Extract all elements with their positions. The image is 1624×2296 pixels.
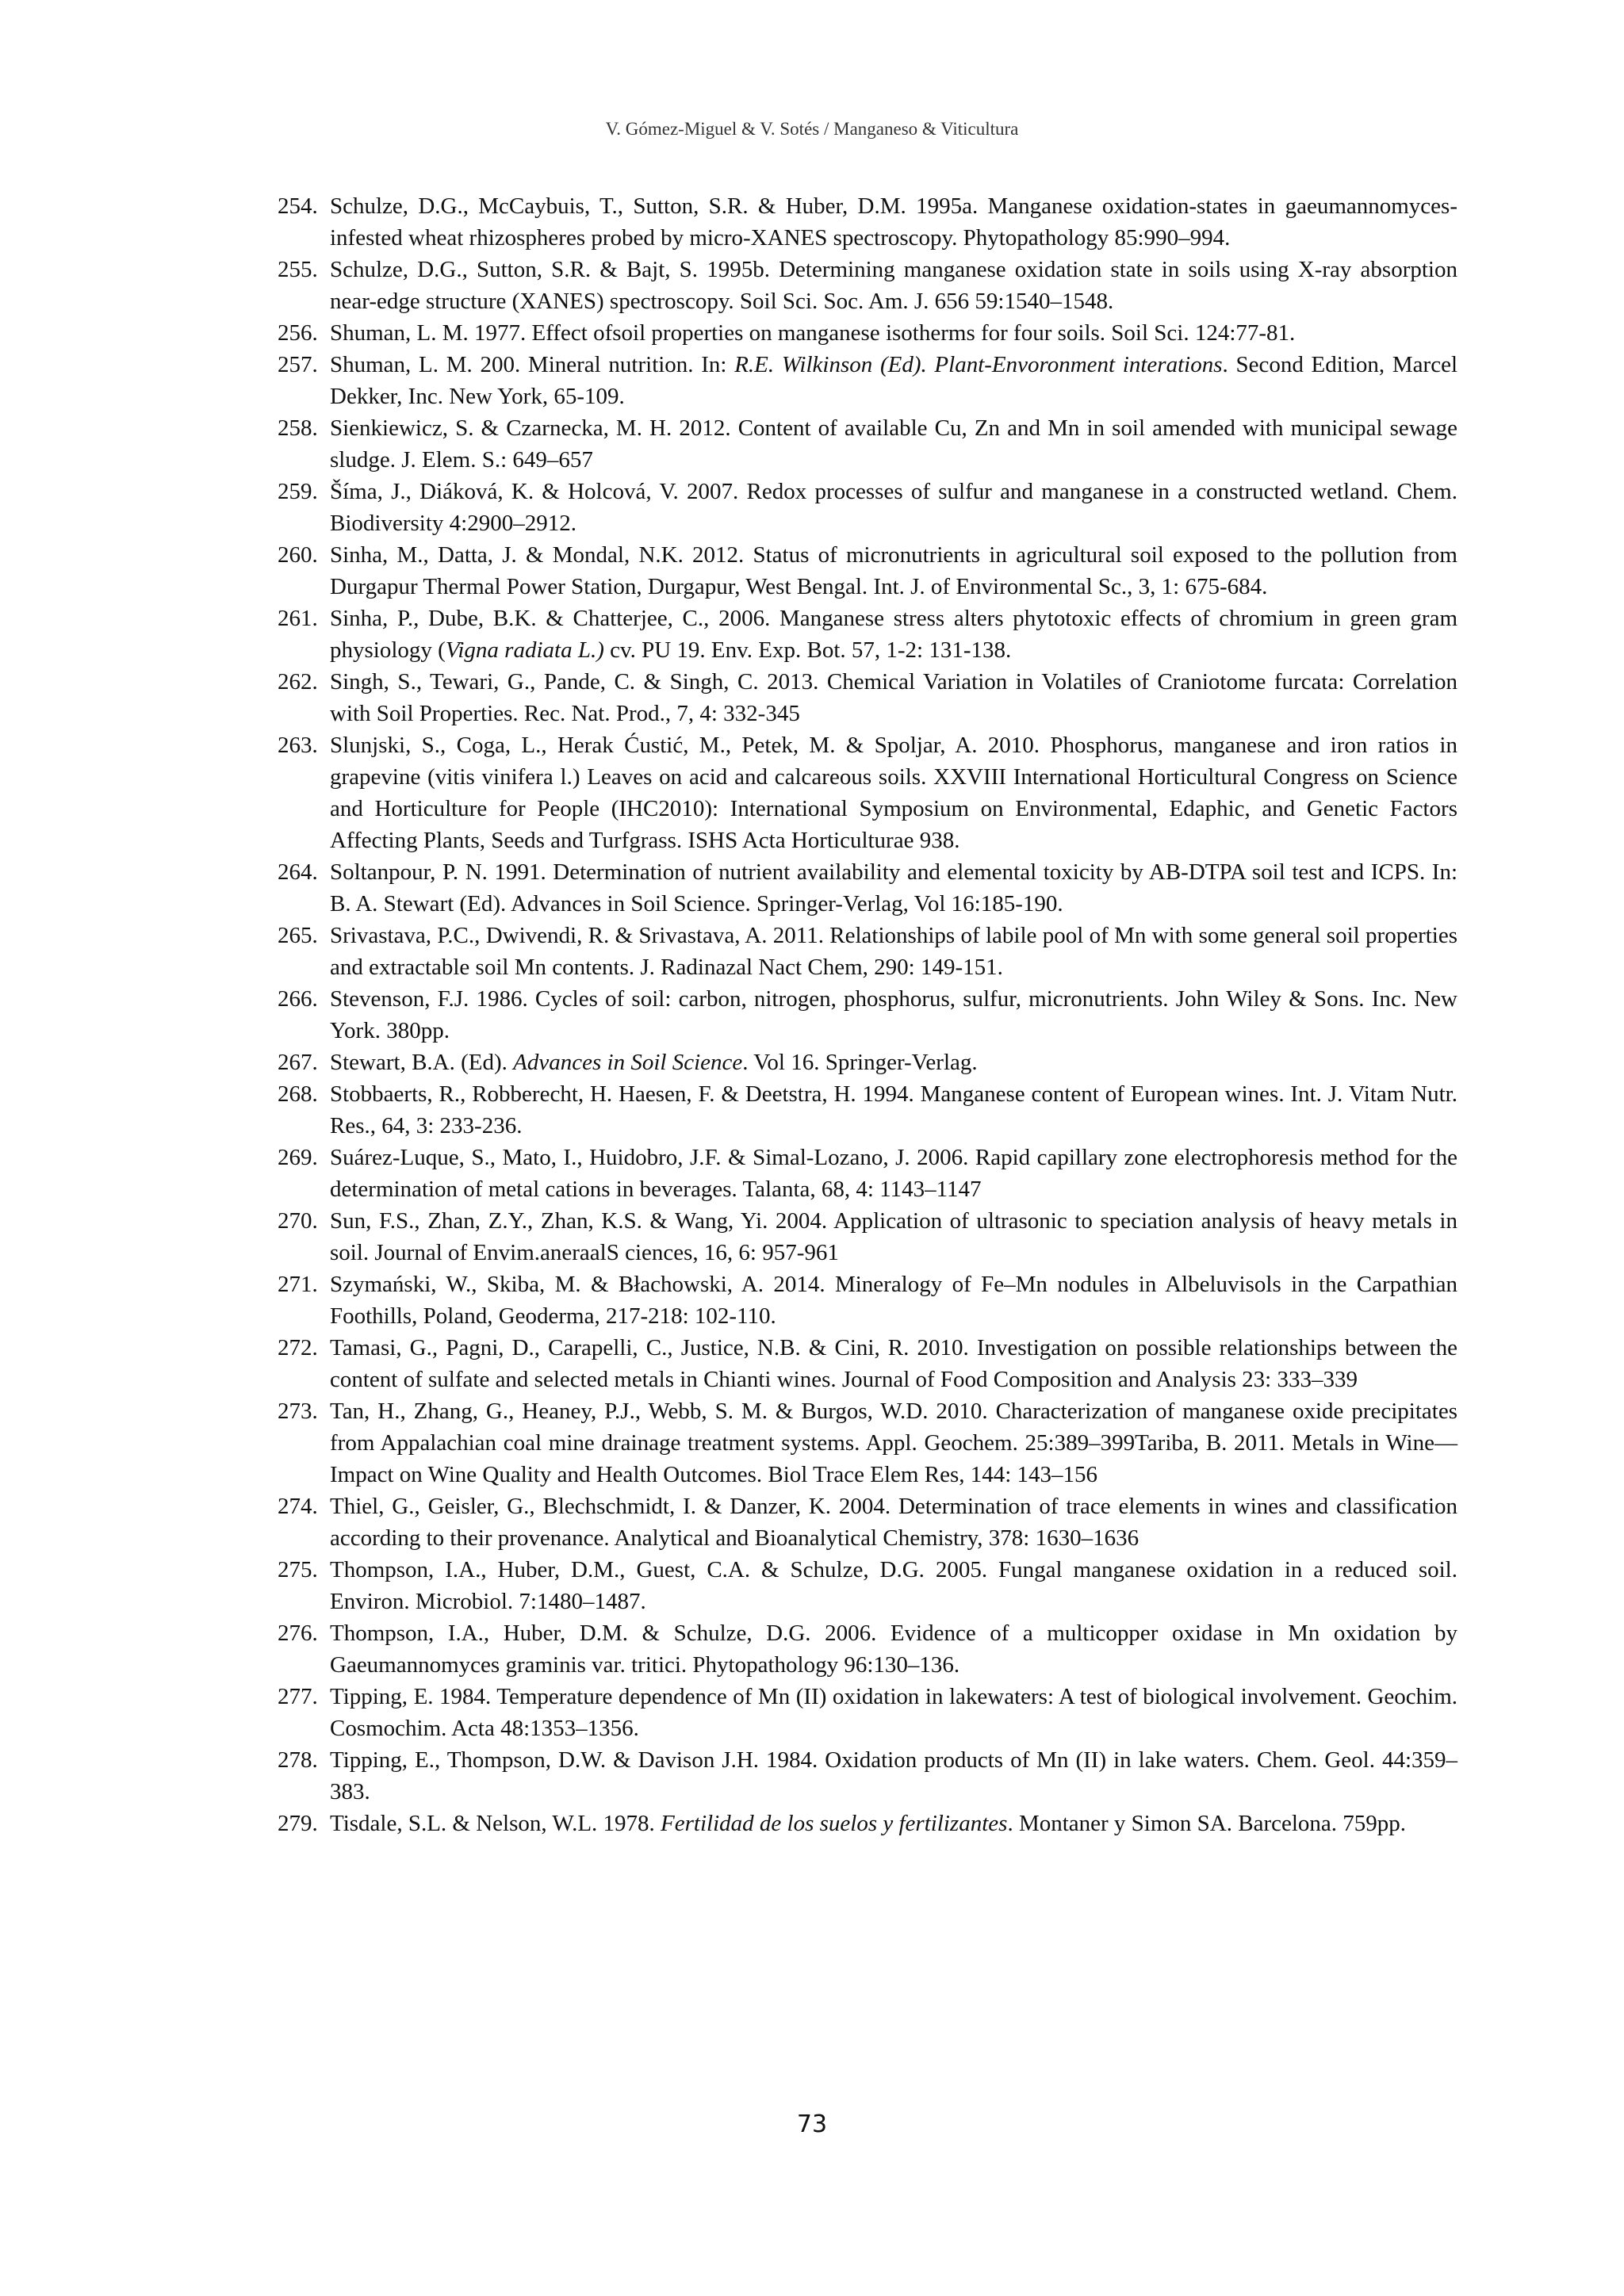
reference-item — [278, 349, 1457, 412]
reference-text — [330, 190, 1457, 254]
reference-number: 261. — [278, 606, 318, 631]
reference-item — [278, 1744, 1457, 1808]
reference-item — [278, 1617, 1457, 1681]
reference-text-segment: Thompson, I.A., Huber, D.M. & Schulze, D.G. 2006. Evidence of a multicopper oxidase in Mn oxidation by Gaeumannomyces graminis var. tritici. Phytopathology 96:130–136. — [330, 1621, 1457, 1678]
reference-text — [330, 1142, 1457, 1205]
reference-item — [278, 856, 1457, 920]
reference-text — [330, 666, 1457, 729]
reference-text-segment: . Montaner y Simon SA. Barcelona. 759pp. — [1007, 1811, 1407, 1836]
reference-text — [330, 1490, 1457, 1554]
reference-text-segment: cv. PU 19. Env. Exp. Bot. 57, 1-2: 131-138. — [603, 637, 1012, 663]
reference-text-segment: . Vol 16. Springer-Verlag. — [742, 1050, 978, 1075]
reference-text-segment: Schulze, D.G., McCaybuis, T., Sutton, S.R. & Huber, D.M. 1995a. Manganese oxidation-states in gaeumannomyces-infested wheat rhizospheres probed by micro-XANES spectroscopy. Phytopathology 85:990–994. — [330, 193, 1457, 251]
reference-text — [330, 1554, 1457, 1617]
reference-text-segment: Sinha, P., Dube, B.K. & Chatterjee, C., 2006. Manganese stress alters phytotoxic effects of chromium in green gram physiology ( — [330, 606, 1457, 663]
reference-number: 269. — [278, 1145, 318, 1170]
reference-item — [278, 666, 1457, 729]
reference-item — [278, 1078, 1457, 1142]
reference-item — [278, 1554, 1457, 1617]
reference-text-segment: Tamasi, G., Pagni, D., Carapelli, C., Justice, N.B. & Cini, R. 2010. Investigation on possible relationships between the content of sulfate and selected metals in Chianti wines. Journal of Food Composition and Analysis 23: 333–339 — [330, 1335, 1457, 1392]
reference-number: 275. — [278, 1557, 318, 1582]
reference-item — [278, 1205, 1457, 1269]
reference-item — [278, 1332, 1457, 1395]
reference-text-segment: Tipping, E. 1984. Temperature dependence of Mn (II) oxidation in lakewaters: A test of biological involvement. Geochim. Cosmochim. Acta 48:1353–1356. — [330, 1684, 1457, 1741]
reference-number: 273. — [278, 1399, 318, 1424]
reference-number: 264. — [278, 859, 318, 885]
reference-text-segment: Stevenson, F.J. 1986. Cycles of soil: carbon, nitrogen, phosphorus, sulfur, micronutrients. John Wiley & Sons. Inc. New York. 380pp. — [330, 986, 1457, 1043]
reference-text-segment: Szymański, W., Skiba, M. & Błachowski, A. 2014. Mineralogy of Fe–Mn nodules in Albeluvisols in the Carpathian Foothills, Poland, Geoderma, 217-218: 102-110. — [330, 1272, 1457, 1329]
reference-text-segment: Tisdale, S.L. & Nelson, W.L. 1978. — [330, 1811, 661, 1836]
reference-text-segment: Thiel, G., Geisler, G., Blechschmidt, I. & Danzer, K. 2004. Determination of trace elements in wines and classification according to their provenance. Analytical and Bioanalytical Chemistry, 378: 1630–1636 — [330, 1494, 1457, 1551]
reference-text-segment: Shuman, L. M. 200. Mineral nutrition. In: — [330, 352, 735, 377]
reference-text-segment: Suárez-Luque, S., Mato, I., Huidobro, J.F. & Simal-Lozano, J. 2006. Rapid capillary zone electrophoresis method for the determination of metal cations in beverages. Talanta, 68, 4: 1143–1147 — [330, 1145, 1457, 1202]
reference-item — [278, 1490, 1457, 1554]
reference-text-segment: Slunjski, S., Coga, L., Herak Ćustić, M., Petek, M. & Spoljar, A. 2010. Phosphorus, manganese and iron ratios in grapevine (vitis vinifera l.) Leaves on acid and calcareous soils. XXVIII International Horticultural Congress on Science and Horticulture for People (IHC2010): International Symposium on Environmental, Edaphic, and Genetic Factors Affecting Plants, Seeds and Turfgrass. ISHS Acta Horticulturae 938. — [330, 733, 1457, 853]
reference-number: 268. — [278, 1081, 318, 1107]
reference-number: 254. — [278, 193, 318, 219]
reference-text-segment: Srivastava, P.C., Dwivendi, R. & Srivastava, A. 2011. Relationships of labile pool of Mn with some general soil properties and extractable soil Mn contents. J. Radinazal Nact Chem, 290: 149-151. — [330, 923, 1457, 980]
reference-item — [278, 254, 1457, 317]
reference-text-segment: Soltanpour, P. N. 1991. Determination of nutrient availability and elemental toxicity by AB-DTPA soil test and ICPS. In: B. A. Stewart (Ed). Advances in Soil Science. Springer-Verlag, Vol 16:185-190. — [330, 859, 1457, 916]
reference-number: 258. — [278, 415, 318, 441]
reference-number: 271. — [278, 1272, 318, 1297]
reference-list — [278, 190, 1457, 1839]
reference-item — [278, 539, 1457, 603]
reference-text-segment: . Second Edition, Marcel Dekker, Inc. New York, 65-109. — [330, 352, 1457, 409]
reference-text — [330, 317, 1457, 349]
reference-number: 279. — [278, 1811, 318, 1836]
reference-text — [330, 1269, 1457, 1332]
reference-number: 260. — [278, 542, 318, 568]
reference-text-segment: Sun, F.S., Zhan, Z.Y., Zhan, K.S. & Wang, Yi. 2004. Application of ultrasonic to speciation analysis of heavy metals in soil. Journal of Envim.aneraalS ciences, 16, 6: 957-961 — [330, 1208, 1457, 1265]
reference-text-segment: Schulze, D.G., Sutton, S.R. & Bajt, S. 1995b. Determining manganese oxidation state in soils using X-ray absorption near-edge structure (XANES) spectroscopy. Soil Sci. Soc. Am. J. 656 59:1540–1548. — [330, 257, 1457, 314]
reference-number: 263. — [278, 733, 318, 758]
reference-title-italic: R.E. Wilkinson (Ed). Plant-Envoronment interations — [734, 352, 1223, 377]
reference-text — [330, 412, 1457, 476]
reference-text — [330, 920, 1457, 983]
reference-number: 272. — [278, 1335, 318, 1360]
reference-text — [330, 1395, 1457, 1490]
reference-item — [278, 190, 1457, 254]
reference-text-segment: Sinha, M., Datta, J. & Mondal, N.K. 2012. Status of micronutrients in agricultural soil exposed to the pollution from Durgapur Thermal Power Station, Durgapur, West Bengal. Int. J. of Environmental Sc., 3, 1: 675-684. — [330, 542, 1457, 599]
reference-text — [330, 349, 1457, 412]
reference-text — [330, 1078, 1457, 1142]
reference-text-segment: Šíma, J., Diáková, K. & Holcová, V. 2007. Redox processes of sulfur and manganese in a constructed wetland. Chem. Biodiversity 4:2900–2912. — [330, 479, 1457, 536]
reference-number: 274. — [278, 1494, 318, 1519]
reference-number: 267. — [278, 1050, 318, 1075]
reference-text-segment: Sienkiewicz, S. & Czarnecka, M. H. 2012. Content of available Cu, Zn and Mn in soil amended with municipal sewage sludge. J. Elem. S.: 649–657 — [330, 415, 1457, 473]
reference-item — [278, 603, 1457, 666]
reference-text-segment: Tipping, E., Thompson, D.W. & Davison J.H. 1984. Oxidation products of Mn (II) in lake waters. Chem. Geol. 44:359–383. — [330, 1747, 1457, 1804]
reference-number: 256. — [278, 320, 318, 346]
reference-number: 266. — [278, 986, 318, 1012]
reference-item — [278, 1269, 1457, 1332]
reference-text — [330, 603, 1457, 666]
reference-text — [330, 539, 1457, 603]
reference-text-segment: Thompson, I.A., Huber, D.M., Guest, C.A. & Schulze, D.G. 2005. Fungal manganese oxidation in a reduced soil. Environ. Microbiol. 7:1480–1487. — [330, 1557, 1457, 1614]
reference-text — [330, 983, 1457, 1047]
reference-text-segment: Singh, S., Tewari, G., Pande, C. & Singh, C. 2013. Chemical Variation in Volatiles of Craniotome furcata: Correlation with Soil Properties. Rec. Nat. Prod., 7, 4: 332-345 — [330, 669, 1457, 726]
reference-number: 259. — [278, 479, 318, 504]
reference-item — [278, 1395, 1457, 1490]
reference-number: 265. — [278, 923, 318, 948]
reference-text — [330, 729, 1457, 856]
reference-item — [278, 412, 1457, 476]
reference-text — [330, 1681, 1457, 1744]
running-header: V. Gómez-Miguel & V. Sotés / Manganeso & Viticultura — [605, 119, 1019, 139]
reference-text-segment: Stobbaerts, R., Robberecht, H. Haesen, F. & Deetstra, H. 1994. Manganese content of European wines. Int. J. Vitam Nutr. Res., 64, 3: 233-236. — [330, 1081, 1457, 1138]
reference-number: 276. — [278, 1621, 318, 1646]
reference-number: 257. — [278, 352, 318, 377]
reference-text — [330, 1744, 1457, 1808]
reference-title-italic: Fertilidad de los suelos y fertilizantes — [661, 1811, 1008, 1836]
reference-text — [330, 1332, 1457, 1395]
reference-item — [278, 1142, 1457, 1205]
reference-number: 270. — [278, 1208, 318, 1234]
reference-item — [278, 317, 1457, 349]
reference-number: 277. — [278, 1684, 318, 1709]
reference-text — [330, 1808, 1457, 1839]
reference-item — [278, 1047, 1457, 1078]
reference-number: 278. — [278, 1747, 318, 1773]
reference-text — [330, 1617, 1457, 1681]
reference-title-italic: Advances in Soil Science — [513, 1050, 743, 1075]
page-number: 73 — [796, 2110, 828, 2138]
reference-text — [330, 476, 1457, 539]
reference-number: 255. — [278, 257, 318, 282]
reference-text — [330, 254, 1457, 317]
reference-text-segment: Shuman, L. M. 1977. Effect ofsoil properties on manganese isotherms for four soils. Soil Sci. 124:77-81. — [330, 320, 1296, 346]
reference-title-italic: Vigna radiata L.) — [445, 637, 604, 663]
reference-item — [278, 983, 1457, 1047]
reference-item — [278, 1808, 1457, 1839]
reference-text — [330, 1205, 1457, 1269]
reference-text-segment: Stewart, B.A. (Ed). — [330, 1050, 514, 1075]
reference-item — [278, 729, 1457, 856]
reference-item — [278, 920, 1457, 983]
reference-item — [278, 1681, 1457, 1744]
reference-text — [330, 856, 1457, 920]
reference-text — [330, 1047, 1457, 1078]
reference-item — [278, 476, 1457, 539]
reference-text-segment: Tan, H., Zhang, G., Heaney, P.J., Webb, S. M. & Burgos, W.D. 2010. Characterization of manganese oxide precipitates from Appalachian coal mine drainage treatment systems. Appl. Geochem. 25:389–399Tariba, B. 2011. Metals in Wine—Impact on Wine Quality and Health Outcomes. Biol Trace Elem Res, 144: 143–156 — [330, 1399, 1457, 1487]
reference-number: 262. — [278, 669, 318, 695]
